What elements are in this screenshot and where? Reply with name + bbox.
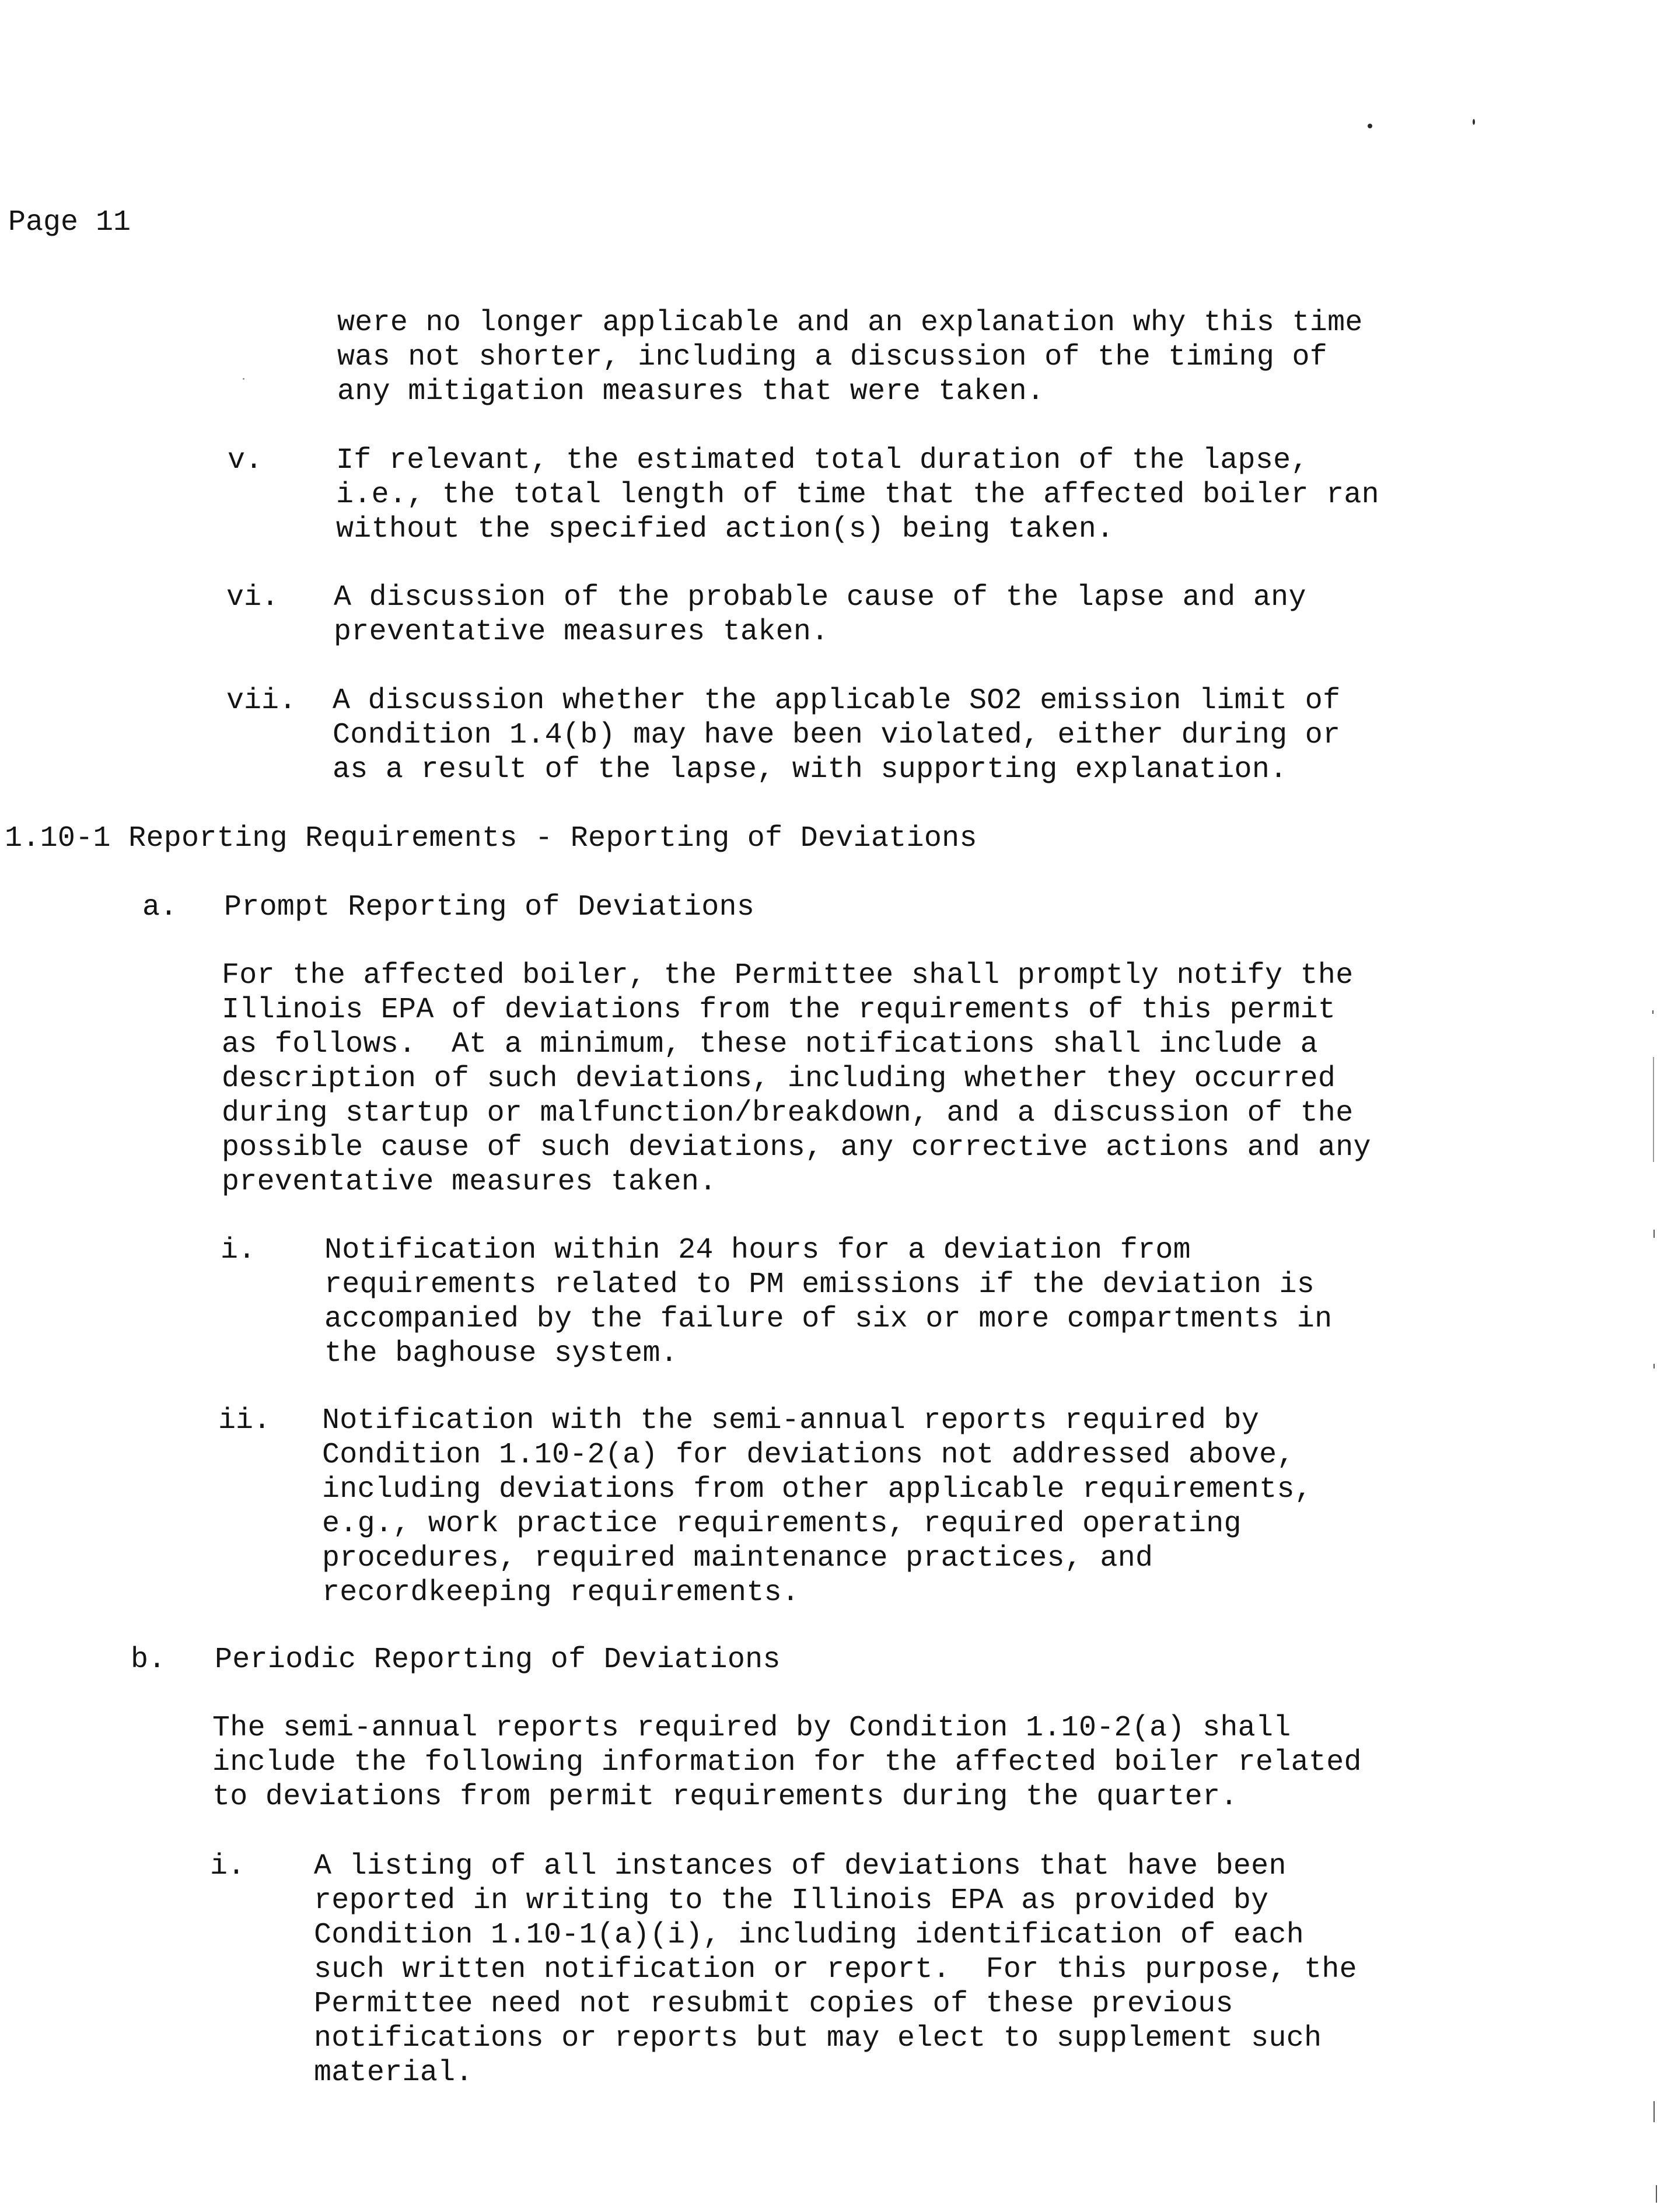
subsection-body: The semi-annual reports required by Condition 1.10-2(a) shall include the following information for the affected boiler related to deviations from permit requirements during the quarter. [212,1712,1362,1814]
list-item-text: A discussion of the probable cause of the lapse and any preventative measures taken. [334,581,1306,649]
scan-speck [243,378,244,380]
scan-margin-mark [1653,2101,1655,2122]
subsection-marker: b. [131,1643,166,1676]
list-item-marker: i. [210,1850,246,1883]
page-number: Page 11 [8,206,131,239]
list-item-text: A discussion whether the applicable SO2 emission limit of Condition 1.4(b) may have been violated, either during or as a result of the lapse, with supporting explanation. [333,684,1341,786]
scan-margin-mark [1652,1010,1653,1014]
list-item-text: If relevant, the estimated total duration of the lapse, i.e., the total length of time that the affected boiler ran without the specified action(s) being taken. [336,444,1379,546]
list-item-marker: vii. [226,684,297,718]
scan-margin-mark [1653,1057,1654,1162]
subsection-body: For the affected boiler, the Permittee shall promptly notify the Illinois EPA of deviations from the requirements of this permit as follows. At a minimum, these notifications shall include a description of such deviations, including whether they occurred during startup or malfunction/breakdown, and a discussion of the possible cause of such deviations, any corrective actions and any preventative measures taken. [222,959,1371,1199]
scan-speck [1473,119,1475,125]
list-item-text: Notification with the semi-annual reports required by Condition 1.10-2(a) for deviations not addressed above, including deviations from other applicable requirements, e.g., work practice requirements, required operating procedures, required maintenance practices, and recordkeeping requirements. [322,1404,1313,1609]
scan-margin-mark [1653,1230,1655,1238]
list-item-marker: vi. [226,581,279,614]
scan-margin-mark [1656,2185,1657,2203]
subsection-title: Periodic Reporting of Deviations [215,1643,781,1676]
subsection-title: Prompt Reporting of Deviations [224,891,755,924]
scan-speck [1368,124,1372,128]
list-item-marker: i. [221,1234,256,1267]
list-item-marker: ii. [218,1404,271,1437]
subsection-marker: a. [142,891,178,924]
list-item-text: A listing of all instances of deviations that have been reported in writing to the Illinois EPA as provided by Condition 1.10-1(a)(i), including identification of each such written notification or report. For this purpose, the Permittee need not resubmit copies of these previous notifications or reports but may elect to supplement such material. [314,1850,1357,2090]
continuation-paragraph: were no longer applicable and an explanation why this time was not shorter, including a discussion of the timing of any mitigation measures that were taken. [337,306,1363,408]
list-item-text: Notification within 24 hours for a deviation from requirements related to PM emissions if the deviation is accompanied by the failure of six or more compartments in the baghouse system. [324,1234,1333,1370]
list-item-marker: v. [228,444,263,477]
section-heading: 1.10-1 Reporting Requirements - Reporting of Deviations [5,822,977,855]
scan-margin-mark [1653,1364,1655,1368]
